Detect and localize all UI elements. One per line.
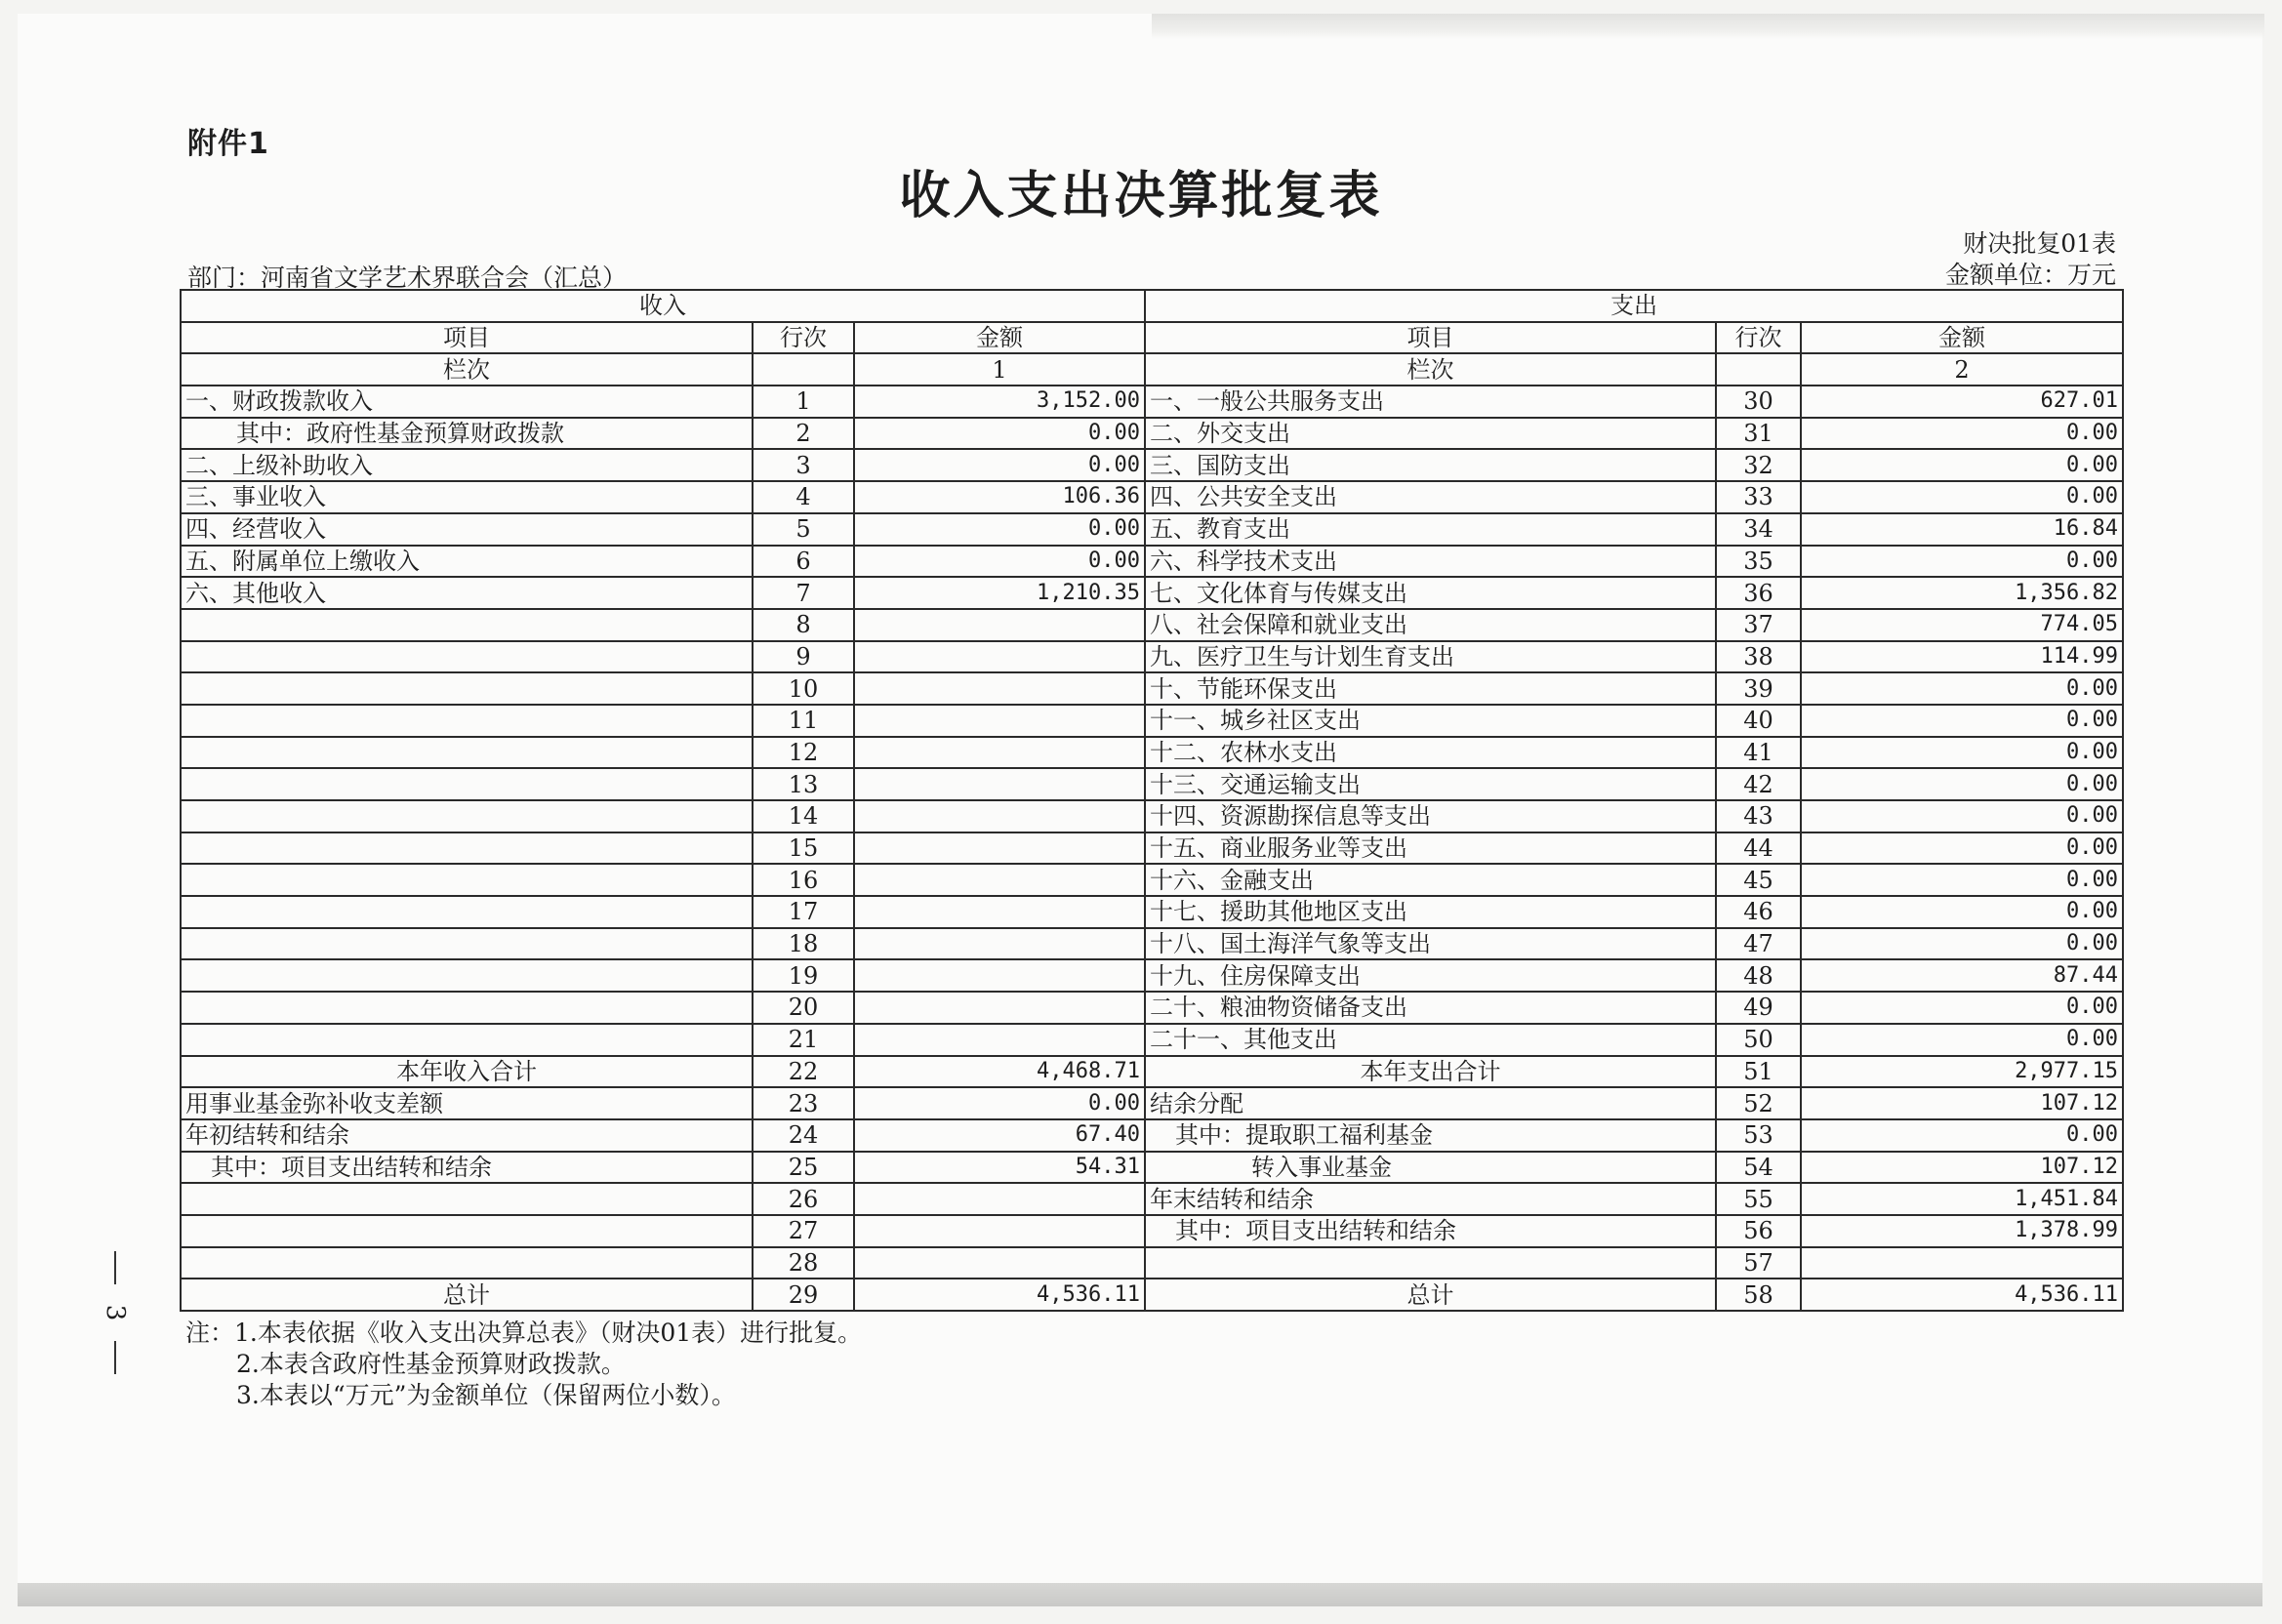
- expense-line-cell: 56: [1716, 1215, 1801, 1247]
- income-line-cell: 3: [753, 449, 854, 481]
- income-amount-cell: [854, 992, 1145, 1024]
- expense-amount-cell: 0.00: [1801, 928, 2123, 960]
- page-number-marker: [96, 1251, 135, 1374]
- expense-amount-cell: 0.00: [1801, 1024, 2123, 1056]
- expense-amount-cell: 2,977.15: [1801, 1056, 2123, 1088]
- expense-item-cell: 转入事业基金: [1145, 1152, 1716, 1184]
- expense-amount-cell: 627.01: [1801, 386, 2123, 418]
- expense-amount-header: 金额: [1801, 322, 2123, 354]
- expense-line-cell: 57: [1716, 1247, 1801, 1279]
- table-row: [181, 1056, 2123, 1088]
- income-amount-cell: [854, 672, 1145, 705]
- expense-line-cell: 35: [1716, 546, 1801, 578]
- expense-item-cell: 五、教育支出: [1145, 513, 1716, 546]
- table-row: [181, 481, 2123, 513]
- income-item-cell: [181, 992, 753, 1024]
- expense-amount-cell: 0.00: [1801, 768, 2123, 800]
- department-label: 部门：河南省文学艺术界联合会（汇总）: [187, 264, 628, 292]
- expense-line-cell: 30: [1716, 386, 1801, 418]
- income-col-no: 1: [854, 353, 1145, 386]
- income-amount-cell: [854, 1024, 1145, 1056]
- expense-amount-cell: 107.12: [1801, 1152, 2123, 1184]
- expense-item-cell: 其中：项目支出结转和结余: [1145, 1215, 1716, 1247]
- page-number: 3: [101, 1304, 130, 1321]
- expense-amount-cell: 0.00: [1801, 449, 2123, 481]
- table-row: [181, 672, 2123, 705]
- income-item-cell: [181, 768, 753, 800]
- expense-line-cell: 44: [1716, 832, 1801, 865]
- expense-item-cell: 三、国防支出: [1145, 449, 1716, 481]
- expense-item-cell: 十四、资源勘探信息等支出: [1145, 800, 1716, 832]
- expense-item-cell: 十二、农林水支出: [1145, 737, 1716, 769]
- expense-amount-cell: 107.12: [1801, 1087, 2123, 1119]
- income-amount-cell: 4,536.11: [854, 1279, 1145, 1311]
- expense-amount-cell: 16.84: [1801, 513, 2123, 546]
- income-amount-cell: [854, 641, 1145, 673]
- expense-amount-cell: 0.00: [1801, 481, 2123, 513]
- page-title: 收入支出决算批复表: [899, 167, 1383, 225]
- expense-line-cell: 40: [1716, 705, 1801, 737]
- expense-item-cell: 结余分配: [1145, 1087, 1716, 1119]
- page-number-bar-bottom: [114, 1341, 116, 1374]
- expense-line-cell: 49: [1716, 992, 1801, 1024]
- table-row: [181, 1215, 2123, 1247]
- income-amount-cell: [854, 705, 1145, 737]
- income-item-cell: [181, 800, 753, 832]
- table-row: [181, 896, 2123, 928]
- expense-amount-cell: 1,356.82: [1801, 577, 2123, 609]
- expense-line-cell: 37: [1716, 609, 1801, 641]
- scan-shadow-bottom: [18, 1583, 2262, 1606]
- expense-amount-cell: 0.00: [1801, 800, 2123, 832]
- expense-line-cell: 33: [1716, 481, 1801, 513]
- income-amount-cell: 54.31: [854, 1152, 1145, 1184]
- expense-amount-cell: [1801, 1247, 2123, 1279]
- table-row: [181, 609, 2123, 641]
- income-item-cell: [181, 959, 753, 992]
- expense-line-cell: 42: [1716, 768, 1801, 800]
- amount-unit-label: 金额单位：万元: [1944, 261, 2116, 289]
- expense-line-cell: 48: [1716, 959, 1801, 992]
- income-amount-cell: [854, 609, 1145, 641]
- expense-item-cell: 总计: [1145, 1279, 1716, 1311]
- expense-amount-cell: 0.00: [1801, 1119, 2123, 1152]
- income-line-cell: 16: [753, 864, 854, 896]
- expense-amount-cell: 4,536.11: [1801, 1279, 2123, 1311]
- attachment-label: 附件1: [187, 127, 269, 161]
- income-line-cell: 23: [753, 1087, 854, 1119]
- income-amount-cell: 1,210.35: [854, 577, 1145, 609]
- expense-item-cell: 本年支出合计: [1145, 1056, 1716, 1088]
- income-line-cell: 26: [753, 1183, 854, 1215]
- income-amount-cell: [854, 1215, 1145, 1247]
- income-item-cell: [181, 1183, 753, 1215]
- table-row: [181, 577, 2123, 609]
- income-line-cell: 24: [753, 1119, 854, 1152]
- expense-line-cell: 38: [1716, 641, 1801, 673]
- expense-amount-cell: 774.05: [1801, 609, 2123, 641]
- income-item-cell: [181, 896, 753, 928]
- income-amount-cell: [854, 864, 1145, 896]
- page-number-bar-top: [114, 1251, 116, 1284]
- expense-amount-cell: 0.00: [1801, 546, 2123, 578]
- table-row: [181, 641, 2123, 673]
- income-line-cell: 20: [753, 992, 854, 1024]
- income-item-cell: 一、财政拨款收入: [181, 386, 753, 418]
- table-row: [181, 1119, 2123, 1152]
- expense-item-cell: 十、节能环保支出: [1145, 672, 1716, 705]
- expense-line-cell: 54: [1716, 1152, 1801, 1184]
- income-item-cell: [181, 672, 753, 705]
- income-item-cell: [181, 864, 753, 896]
- income-amount-cell: 106.36: [854, 481, 1145, 513]
- expense-amount-cell: 0.00: [1801, 737, 2123, 769]
- expense-line-cell: 45: [1716, 864, 1801, 896]
- expense-item-cell: 二、外交支出: [1145, 418, 1716, 450]
- income-amount-cell: 0.00: [854, 546, 1145, 578]
- income-line-cell: 1: [753, 386, 854, 418]
- expense-seq-empty: [1716, 353, 1801, 386]
- expense-line-cell: 36: [1716, 577, 1801, 609]
- expense-line-header: 行次: [1716, 322, 1801, 354]
- income-item-cell: [181, 609, 753, 641]
- income-amount-cell: 0.00: [854, 513, 1145, 546]
- income-line-cell: 17: [753, 896, 854, 928]
- column-seq-row: [181, 353, 2123, 386]
- column-header-row: [181, 322, 2123, 354]
- expense-item-cell: 十五、商业服务业等支出: [1145, 832, 1716, 865]
- note-2: 2.本表含政府性基金预算财政拨款。: [236, 1350, 626, 1378]
- expense-item-cell: 一、一般公共服务支出: [1145, 386, 1716, 418]
- expense-line-cell: 31: [1716, 418, 1801, 450]
- income-line-cell: 25: [753, 1152, 854, 1184]
- income-amount-cell: [854, 959, 1145, 992]
- income-line-cell: 18: [753, 928, 854, 960]
- expense-amount-cell: 0.00: [1801, 896, 2123, 928]
- table-row: [181, 546, 2123, 578]
- table-row: [181, 705, 2123, 737]
- table-row: [181, 768, 2123, 800]
- income-item-cell: [181, 1215, 753, 1247]
- table-row: [181, 928, 2123, 960]
- income-line-cell: 4: [753, 481, 854, 513]
- income-line-header: 行次: [753, 322, 854, 354]
- income-item-cell: [181, 1024, 753, 1056]
- notes: [185, 1318, 862, 1411]
- expense-col-no: 2: [1801, 353, 2123, 386]
- table-row: [181, 1247, 2123, 1279]
- income-amount-cell: [854, 832, 1145, 865]
- expense-amount-cell: 0.00: [1801, 992, 2123, 1024]
- income-item-cell: [181, 928, 753, 960]
- expense-line-cell: 58: [1716, 1279, 1801, 1311]
- income-amount-cell: 0.00: [854, 418, 1145, 450]
- table-row: [181, 864, 2123, 896]
- expense-line-cell: 43: [1716, 800, 1801, 832]
- income-amount-cell: [854, 896, 1145, 928]
- expense-amount-cell: 1,451.84: [1801, 1183, 2123, 1215]
- expense-item-cell: 年末结转和结余: [1145, 1183, 1716, 1215]
- income-item-header: 项目: [181, 322, 753, 354]
- income-item-cell: 总计: [181, 1279, 753, 1311]
- income-line-cell: 2: [753, 418, 854, 450]
- expense-line-cell: 32: [1716, 449, 1801, 481]
- note-1: 注：1.本表依据《收入支出决算总表》（财决01表）进行批复。: [185, 1319, 863, 1347]
- expense-amount-cell: 0.00: [1801, 705, 2123, 737]
- expense-line-cell: 50: [1716, 1024, 1801, 1056]
- expense-header: 支出: [1145, 290, 2123, 322]
- table-row: [181, 800, 2123, 832]
- table-row: [181, 513, 2123, 546]
- expense-line-cell: 47: [1716, 928, 1801, 960]
- table-row: [181, 418, 2123, 450]
- income-amount-cell: [854, 1247, 1145, 1279]
- income-line-cell: 21: [753, 1024, 854, 1056]
- income-amount-cell: 0.00: [854, 1087, 1145, 1119]
- income-item-cell: [181, 737, 753, 769]
- table-row: [181, 1087, 2123, 1119]
- income-item-cell: [181, 832, 753, 865]
- expense-item-cell: 其中：提取职工福利基金: [1145, 1119, 1716, 1152]
- income-expense-table: [180, 289, 2124, 1312]
- section-header-row: [181, 290, 2123, 322]
- expense-item-cell: 十一、城乡社区支出: [1145, 705, 1716, 737]
- income-amount-cell: [854, 1183, 1145, 1215]
- income-item-cell: 其中：项目支出结转和结余: [181, 1152, 753, 1184]
- income-line-cell: 28: [753, 1247, 854, 1279]
- income-line-cell: 19: [753, 959, 854, 992]
- expense-item-cell: [1145, 1247, 1716, 1279]
- expense-line-cell: 39: [1716, 672, 1801, 705]
- expense-line-cell: 46: [1716, 896, 1801, 928]
- income-line-cell: 27: [753, 1215, 854, 1247]
- income-line-cell: 14: [753, 800, 854, 832]
- expense-line-cell: 55: [1716, 1183, 1801, 1215]
- income-item-cell: [181, 641, 753, 673]
- income-line-cell: 13: [753, 768, 854, 800]
- income-line-cell: 29: [753, 1279, 854, 1311]
- income-amount-cell: [854, 768, 1145, 800]
- table-row: [181, 386, 2123, 418]
- expense-item-header: 项目: [1145, 322, 1716, 354]
- income-header: 收入: [181, 290, 1145, 322]
- income-line-cell: 12: [753, 737, 854, 769]
- income-amount-cell: [854, 737, 1145, 769]
- income-item-cell: 年初结转和结余: [181, 1119, 753, 1152]
- income-line-cell: 9: [753, 641, 854, 673]
- income-item-cell: 六、其他收入: [181, 577, 753, 609]
- income-amount-cell: 4,468.71: [854, 1056, 1145, 1088]
- expense-item-cell: 十六、金融支出: [1145, 864, 1716, 896]
- scan-shadow-top: [1152, 14, 2264, 39]
- expense-amount-cell: 0.00: [1801, 672, 2123, 705]
- income-line-cell: 22: [753, 1056, 854, 1088]
- income-line-cell: 15: [753, 832, 854, 865]
- income-line-cell: 6: [753, 546, 854, 578]
- income-item-cell: 三、事业收入: [181, 481, 753, 513]
- expense-seq-label: 栏次: [1145, 353, 1716, 386]
- table-row: [181, 1152, 2123, 1184]
- expense-line-cell: 41: [1716, 737, 1801, 769]
- table-row: [181, 832, 2123, 865]
- expense-item-cell: 四、公共安全支出: [1145, 481, 1716, 513]
- expense-amount-cell: 87.44: [1801, 959, 2123, 992]
- income-line-cell: 7: [753, 577, 854, 609]
- income-item-cell: 四、经营收入: [181, 513, 753, 546]
- expense-item-cell: 二十一、其他支出: [1145, 1024, 1716, 1056]
- income-amount-cell: [854, 800, 1145, 832]
- expense-amount-cell: 0.00: [1801, 418, 2123, 450]
- note-3: 3.本表以“万元”为金额单位（保留两位小数）。: [236, 1381, 736, 1409]
- income-line-cell: 8: [753, 609, 854, 641]
- income-item-cell: 二、上级补助收入: [181, 449, 753, 481]
- table-row: [181, 1183, 2123, 1215]
- income-item-cell: 其中：政府性基金预算财政拨款: [181, 418, 753, 450]
- income-line-cell: 5: [753, 513, 854, 546]
- expense-item-cell: 十九、住房保障支出: [1145, 959, 1716, 992]
- table-row: [181, 1024, 2123, 1056]
- expense-amount-cell: 0.00: [1801, 864, 2123, 896]
- expense-item-cell: 七、文化体育与传媒支出: [1145, 577, 1716, 609]
- table-row: [181, 737, 2123, 769]
- table-row: [181, 959, 2123, 992]
- income-amount-cell: 67.40: [854, 1119, 1145, 1152]
- income-amount-cell: 0.00: [854, 449, 1145, 481]
- income-amount-cell: 3,152.00: [854, 386, 1145, 418]
- income-seq-label: 栏次: [181, 353, 753, 386]
- income-item-cell: 五、附属单位上缴收入: [181, 546, 753, 578]
- income-line-cell: 11: [753, 705, 854, 737]
- income-item-cell: [181, 1247, 753, 1279]
- expense-line-cell: 53: [1716, 1119, 1801, 1152]
- expense-item-cell: 十三、交通运输支出: [1145, 768, 1716, 800]
- income-item-cell: [181, 705, 753, 737]
- income-amount-cell: [854, 928, 1145, 960]
- table-row: [181, 992, 2123, 1024]
- expense-line-cell: 34: [1716, 513, 1801, 546]
- income-seq-empty: [753, 353, 854, 386]
- expense-amount-cell: 114.99: [1801, 641, 2123, 673]
- expense-item-cell: 十七、援助其他地区支出: [1145, 896, 1716, 928]
- form-code: 财决批复01表: [1963, 229, 2116, 258]
- expense-item-cell: 二十、粮油物资储备支出: [1145, 992, 1716, 1024]
- expense-amount-cell: 0.00: [1801, 832, 2123, 865]
- expense-item-cell: 六、科学技术支出: [1145, 546, 1716, 578]
- expense-line-cell: 51: [1716, 1056, 1801, 1088]
- expense-item-cell: 八、社会保障和就业支出: [1145, 609, 1716, 641]
- expense-item-cell: 九、医疗卫生与计划生育支出: [1145, 641, 1716, 673]
- expense-line-cell: 52: [1716, 1087, 1801, 1119]
- income-line-cell: 10: [753, 672, 854, 705]
- table-row: [181, 449, 2123, 481]
- table-row: [181, 1279, 2123, 1311]
- income-item-cell: 本年收入合计: [181, 1056, 753, 1088]
- income-item-cell: 用事业基金弥补收支差额: [181, 1087, 753, 1119]
- income-amount-header: 金额: [854, 322, 1145, 354]
- expense-item-cell: 十八、国土海洋气象等支出: [1145, 928, 1716, 960]
- expense-amount-cell: 1,378.99: [1801, 1215, 2123, 1247]
